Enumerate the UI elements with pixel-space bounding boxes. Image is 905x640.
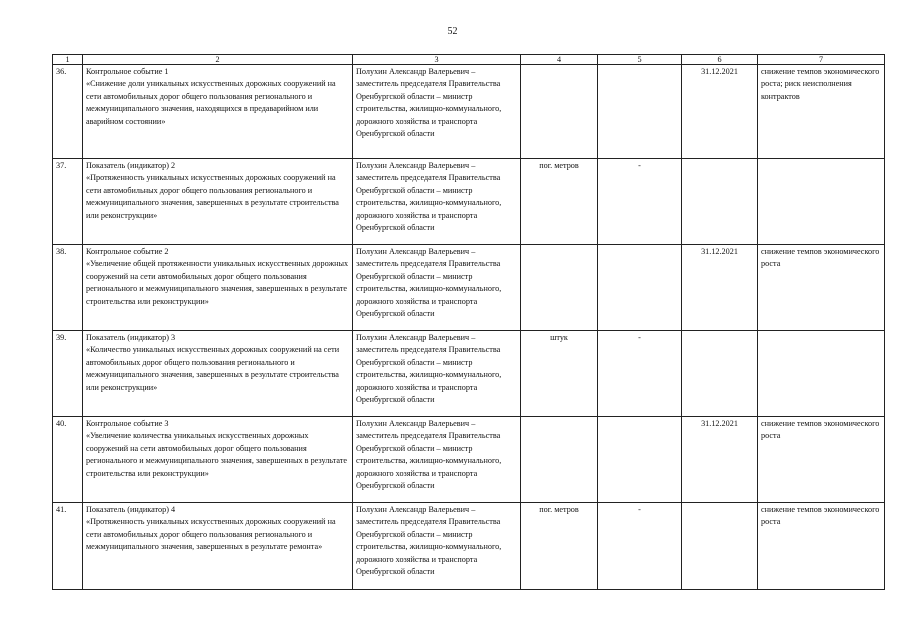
event-description: «Протяженность уникальных искусственных дорожных сооружений на сети автомобильных дорог общего пользования регионального и межмуниципального значения, завершенных в результате ремонта»	[86, 517, 336, 552]
deadline-date	[682, 331, 758, 417]
event-description: «Увеличение общей протяженности уникальных искусственных дорожных сооружений на сети автомобильных дорог общего пользования регионального и межмуниципального значения, завершенных в результате строительства или реконструкции»	[86, 259, 349, 306]
deadline-date	[682, 503, 758, 590]
unit-of-measure: пог. метров	[521, 503, 598, 590]
event-type: Контрольное событие 1	[86, 67, 169, 76]
deadline-date: 31.12.2021	[682, 65, 758, 159]
event-description-cell	[83, 331, 353, 417]
event-description: «Снижение доли уникальных искусственных дорожных сооружений на сети автомобильных дорог общего пользования регионального и межмуниципального значения, находящихся в предаварийном или аварийном состоянии»	[86, 79, 336, 126]
risk-description: снижение темпов экономического роста	[758, 245, 885, 331]
table-row	[53, 159, 885, 245]
event-description: «Количество уникальных искусственных дорожных сооружений на сети автомобильных дорог общего пользования регионального и межмуниципального значения, завершенных в результате строительства или реконструкции»	[86, 345, 340, 392]
column-number-row	[53, 55, 885, 65]
event-type: Контрольное событие 2	[86, 247, 169, 256]
event-description: «Протяженность уникальных искусственных дорожных сооружений на сети автомобильных дорог общего пользования регионального и межмуниципального значения, завершенных в результате строительства или реконструкции»	[86, 173, 339, 220]
column-header: 1	[53, 55, 83, 65]
event-type: Контрольное событие 3	[86, 419, 169, 428]
table-row	[53, 503, 885, 590]
responsible-person: Полухин Александр Валерьевич – заместитель председателя Правительства Оренбургской области – министр строительства, жилищно-коммунального, дорожного хозяйства и транспорта Оренбургской области	[353, 65, 521, 159]
event-type: Показатель (индикатор) 3	[86, 333, 176, 342]
event-description-cell	[83, 245, 353, 331]
risk-description: снижение темпов экономического роста; риск неисполнения контрактов	[758, 65, 885, 159]
event-description-cell	[83, 65, 353, 159]
indicator-value	[598, 417, 682, 503]
responsible-person: Полухин Александр Валерьевич – заместитель председателя Правительства Оренбургской области – министр строительства, жилищно-коммунального, дорожного хозяйства и транспорта Оренбургской области	[353, 503, 521, 590]
event-type: Показатель (индикатор) 2	[86, 161, 176, 170]
page-number: 52	[447, 26, 458, 37]
responsible-person: Полухин Александр Валерьевич – заместитель председателя Правительства Оренбургской области – министр строительства, жилищно-коммунального, дорожного хозяйства и транспорта Оренбургской области	[353, 159, 521, 245]
indicator-value	[598, 65, 682, 159]
table-row	[53, 417, 885, 503]
table-row	[53, 331, 885, 417]
column-header: 3	[353, 55, 521, 65]
deadline-date: 31.12.2021	[682, 417, 758, 503]
event-description: «Увеличение количества уникальных искусственных дорожных сооружений на сети автомобильных дорог общего пользования регионального и межмуниципального значения, завершенных в результате строительства или реконструкции»	[86, 431, 348, 478]
row-number: 39.	[53, 331, 83, 417]
deadline-date: 31.12.2021	[682, 245, 758, 331]
unit-of-measure	[521, 245, 598, 331]
risk-description	[758, 159, 885, 245]
column-header: 4	[521, 55, 598, 65]
responsible-person: Полухин Александр Валерьевич – заместитель председателя Правительства Оренбургской области – министр строительства, жилищно-коммунального, дорожного хозяйства и транспорта Оренбургской области	[353, 245, 521, 331]
column-header: 6	[682, 55, 758, 65]
indicator-value	[598, 245, 682, 331]
unit-of-measure	[521, 417, 598, 503]
event-type: Показатель (индикатор) 4	[86, 505, 176, 514]
row-number: 41.	[53, 503, 83, 590]
unit-of-measure	[521, 65, 598, 159]
responsible-person: Полухин Александр Валерьевич – заместитель председателя Правительства Оренбургской области – министр строительства, жилищно-коммунального, дорожного хозяйства и транспорта Оренбургской области	[353, 331, 521, 417]
unit-of-measure: штук	[521, 331, 598, 417]
row-number: 36.	[53, 65, 83, 159]
responsible-person: Полухин Александр Валерьевич – заместитель председателя Правительства Оренбургской области – министр строительства, жилищно-коммунального, дорожного хозяйства и транспорта Оренбургской области	[353, 417, 521, 503]
risk-description: снижение темпов экономического роста	[758, 503, 885, 590]
table-row	[53, 65, 885, 159]
deadline-date	[682, 159, 758, 245]
risk-description	[758, 331, 885, 417]
document-table	[52, 54, 885, 590]
unit-of-measure: пог. метров	[521, 159, 598, 245]
column-header: 2	[83, 55, 353, 65]
indicator-value: -	[598, 331, 682, 417]
row-number: 37.	[53, 159, 83, 245]
column-header: 5	[598, 55, 682, 65]
risk-description: снижение темпов экономического роста	[758, 417, 885, 503]
event-description-cell	[83, 503, 353, 590]
indicator-value: -	[598, 503, 682, 590]
indicator-value: -	[598, 159, 682, 245]
row-number: 38.	[53, 245, 83, 331]
table-row	[53, 245, 885, 331]
event-description-cell	[83, 159, 353, 245]
column-header: 7	[758, 55, 885, 65]
row-number: 40.	[53, 417, 83, 503]
event-description-cell	[83, 417, 353, 503]
